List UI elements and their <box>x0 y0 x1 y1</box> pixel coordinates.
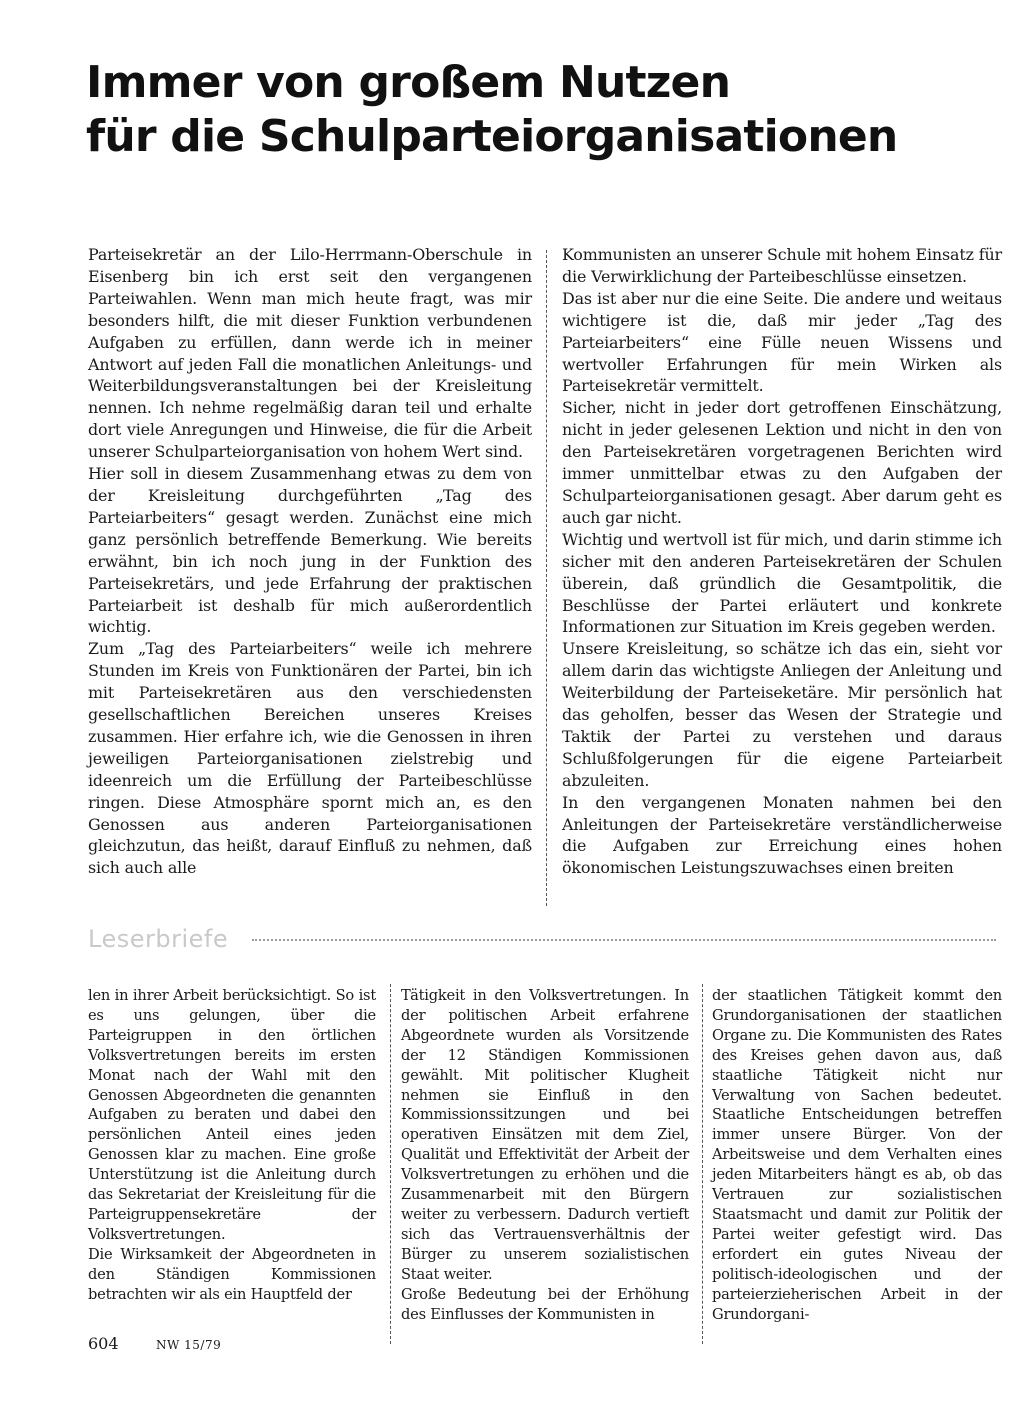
page-number: 604 <box>88 1334 119 1353</box>
section-label: Leserbriefe <box>88 925 229 953</box>
lower-column-2 <box>401 986 689 1324</box>
paragraph: Unsere Kreisleitung, so schätze ich das ein, sieht vor allem darin das wichtigste Anliegen der Anleitung und Weiterbildung der Parteiseketäre. Mir persönlich hat das geholfen, besser das Wesen der Strategie und Taktik der Partei zu verstehen und daraus Schlußfolgerungen für die eigene Parteiarbeit abzuleiten. <box>562 639 1002 790</box>
article-headline <box>86 56 1006 164</box>
paragraph: Wichtig und wertvoll ist für mich, und darin stimme ich sicher mit den anderen Parteisekretären der Schulen überein, daß gründlich die Gesamtpolitik, die Beschlüsse der Partei erläutert und konkrete Informationen zur Situation im Kreis gegeben werden. <box>562 529 1002 637</box>
paragraph: Parteisekretär an der Lilo-Herrmann-Oberschule in Eisenberg bin ich erst seit den vergangenen Parteiwahlen. Wenn man mich heute fragt, was mir besonders hilft, die mit dieser Funktion verbundenen Aufgaben zu erfüllen, dann werde ich in meiner Antwort auf jeden Fall die monatlichen Anleitungs- und Weiterbildungsveranstaltungen bei der Kreisleitung nennen. Ich nehme regelmäßig daran teil und erhalte dort viele Anregungen und Hinweise, die für die Arbeit unserer Schulparteiorganisation von hohem Wert sind. <box>88 245 532 462</box>
headline-line-1: Immer von großem Nutzen <box>86 57 731 108</box>
column-divider <box>390 984 391 1344</box>
paragraph: Tätigkeit in den Volksvertretungen. In der politischen Arbeit erfahrene Abgeordnete wurden als Vorsitzende der 12 Ständigen Kommissionen gewählt. Mit politischer Klugheit nehmen sie Einfluß in den Kommissionssitzungen und bei operativen Einsätzen mit dem Ziel, Qualität und Effektivität der Arbeit der Volksvertretungen zu erhöhen und die Zusammenarbeit mit den Bürgern weiter zu verbessern. Dadurch vertieft sich das Vertrauensverhältnis der Bürger zu unserem sozialistischen Staat weiter. <box>401 987 689 1283</box>
upper-right-column <box>562 244 1002 879</box>
column-divider <box>702 984 703 1344</box>
upper-left-column <box>88 244 532 879</box>
paragraph: Zum „Tag des Parteiarbeiters“ weile ich mehrere Stunden im Kreis von Funktionären der Partei, bin ich mit Parteisekretären aus den verschiedensten gesellschaftlichen Bereichen unseres Kreises zusammen. Hier erfahre ich, wie die Genossen in ihren jeweiligen Parteiorganisationen zielstrebig und ideenreich um die Erfüllung der Parteibeschlüsse ringen. Diese Atmosphäre spornt mich an, es den Genossen aus anderen Parteiorganisationen gleichzutun, das heißt, darauf Einfluß zu nehmen, daß sich auch alle <box>88 639 532 878</box>
paragraph: In den vergangenen Monaten nahmen bei den Anleitungen der Parteisekretäre verständlicherweise die Aufgaben zur Erreichung eines hohen ökonomischen Leistungszuwachses einen breiten <box>562 792 1002 878</box>
lower-column-1 <box>88 986 376 1305</box>
paragraph: Kommunisten an unserer Schule mit hohem Einsatz für die Verwirklichung der Parteibeschlüsse einsetzen. <box>562 245 1002 286</box>
paragraph: len in ihrer Arbeit berücksichtigt. So ist es uns gelungen, über die Parteigruppen in den örtlichen Volksvertretungen bereits im ersten Monat nach der Wahl mit den Genossen Abgeordneten die genannten Aufgaben zu beraten und dabei den persönlichen Anteil eines jeden Genossen klar zu machen. Eine große Unterstützung ist die Anleitung durch das Sekretariat der Kreisleitung für die Parteigruppensekretäre der Volksvertretungen. <box>88 987 376 1243</box>
paragraph: Sicher, nicht in jeder dort getroffenen Einschätzung, nicht in jeder gelesenen Lektion und nicht in den von den Parteisekretären vorgetragenen Berichten wird immer unmittelbar etwas zu den Aufgaben der Schulparteiorganisationen gesagt. Aber darum geht es auch gar nicht. <box>562 398 1002 527</box>
section-divider <box>252 939 996 941</box>
issue-label: NW 15/79 <box>156 1338 222 1352</box>
lower-column-3 <box>712 986 1002 1324</box>
paragraph: Das ist aber nur die eine Seite. Die andere und weitaus wichtigere ist die, daß mir jeder „Tag des Parteiarbeiters“ eine Fülle neuen Wissens und wertvoller Erfahrungen für mein Wirken als Parteisekretär vermittelt. <box>562 288 1002 396</box>
paragraph: Die Wirksamkeit der Abgeordneten in den Ständigen Kommissionen betrachten wir als ein Hauptfeld der <box>88 1245 376 1303</box>
paragraph: der staatlichen Tätigkeit kommt den Grundorganisationen der staatlichen Organe zu. Die Kommunisten des Rates des Kreises gehen davon aus, daß staatliche Tätigkeit nicht nur Verwaltung von Sachen bedeutet. Staatliche Entscheidungen betreffen immer unsere Bürger. Von der Arbeitsweise und dem Verhalten eines jeden Mitarbeiters hängt es ab, ob das Vertrauen zur sozialistischen Staatsmacht und damit zur Politik der Partei weiter gefestigt wird. Das erfordert ein gutes Niveau der politisch-ideologischen und der parteierzieherischen Arbeit in der Grundorgani- <box>712 987 1002 1323</box>
paragraph: Große Bedeutung bei der Erhöhung des Einflusses der Kommunisten in <box>401 1285 689 1323</box>
headline-line-2: für die Schulparteiorganisationen <box>86 111 898 162</box>
column-divider <box>546 250 547 906</box>
paragraph: Hier soll in diesem Zusammenhang etwas zu dem von der Kreisleitung durchgeführten „Tag des Parteiarbeiters“ gesagt werden. Zunächst eine mich ganz persönlich betreffende Bemerkung. Wie bereits erwähnt, bin ich noch jung in der Funktion des Parteisekretärs, und jede Erfahrung der praktischen Parteiarbeit ist deshalb für mich außerordentlich wichtig. <box>88 464 532 637</box>
